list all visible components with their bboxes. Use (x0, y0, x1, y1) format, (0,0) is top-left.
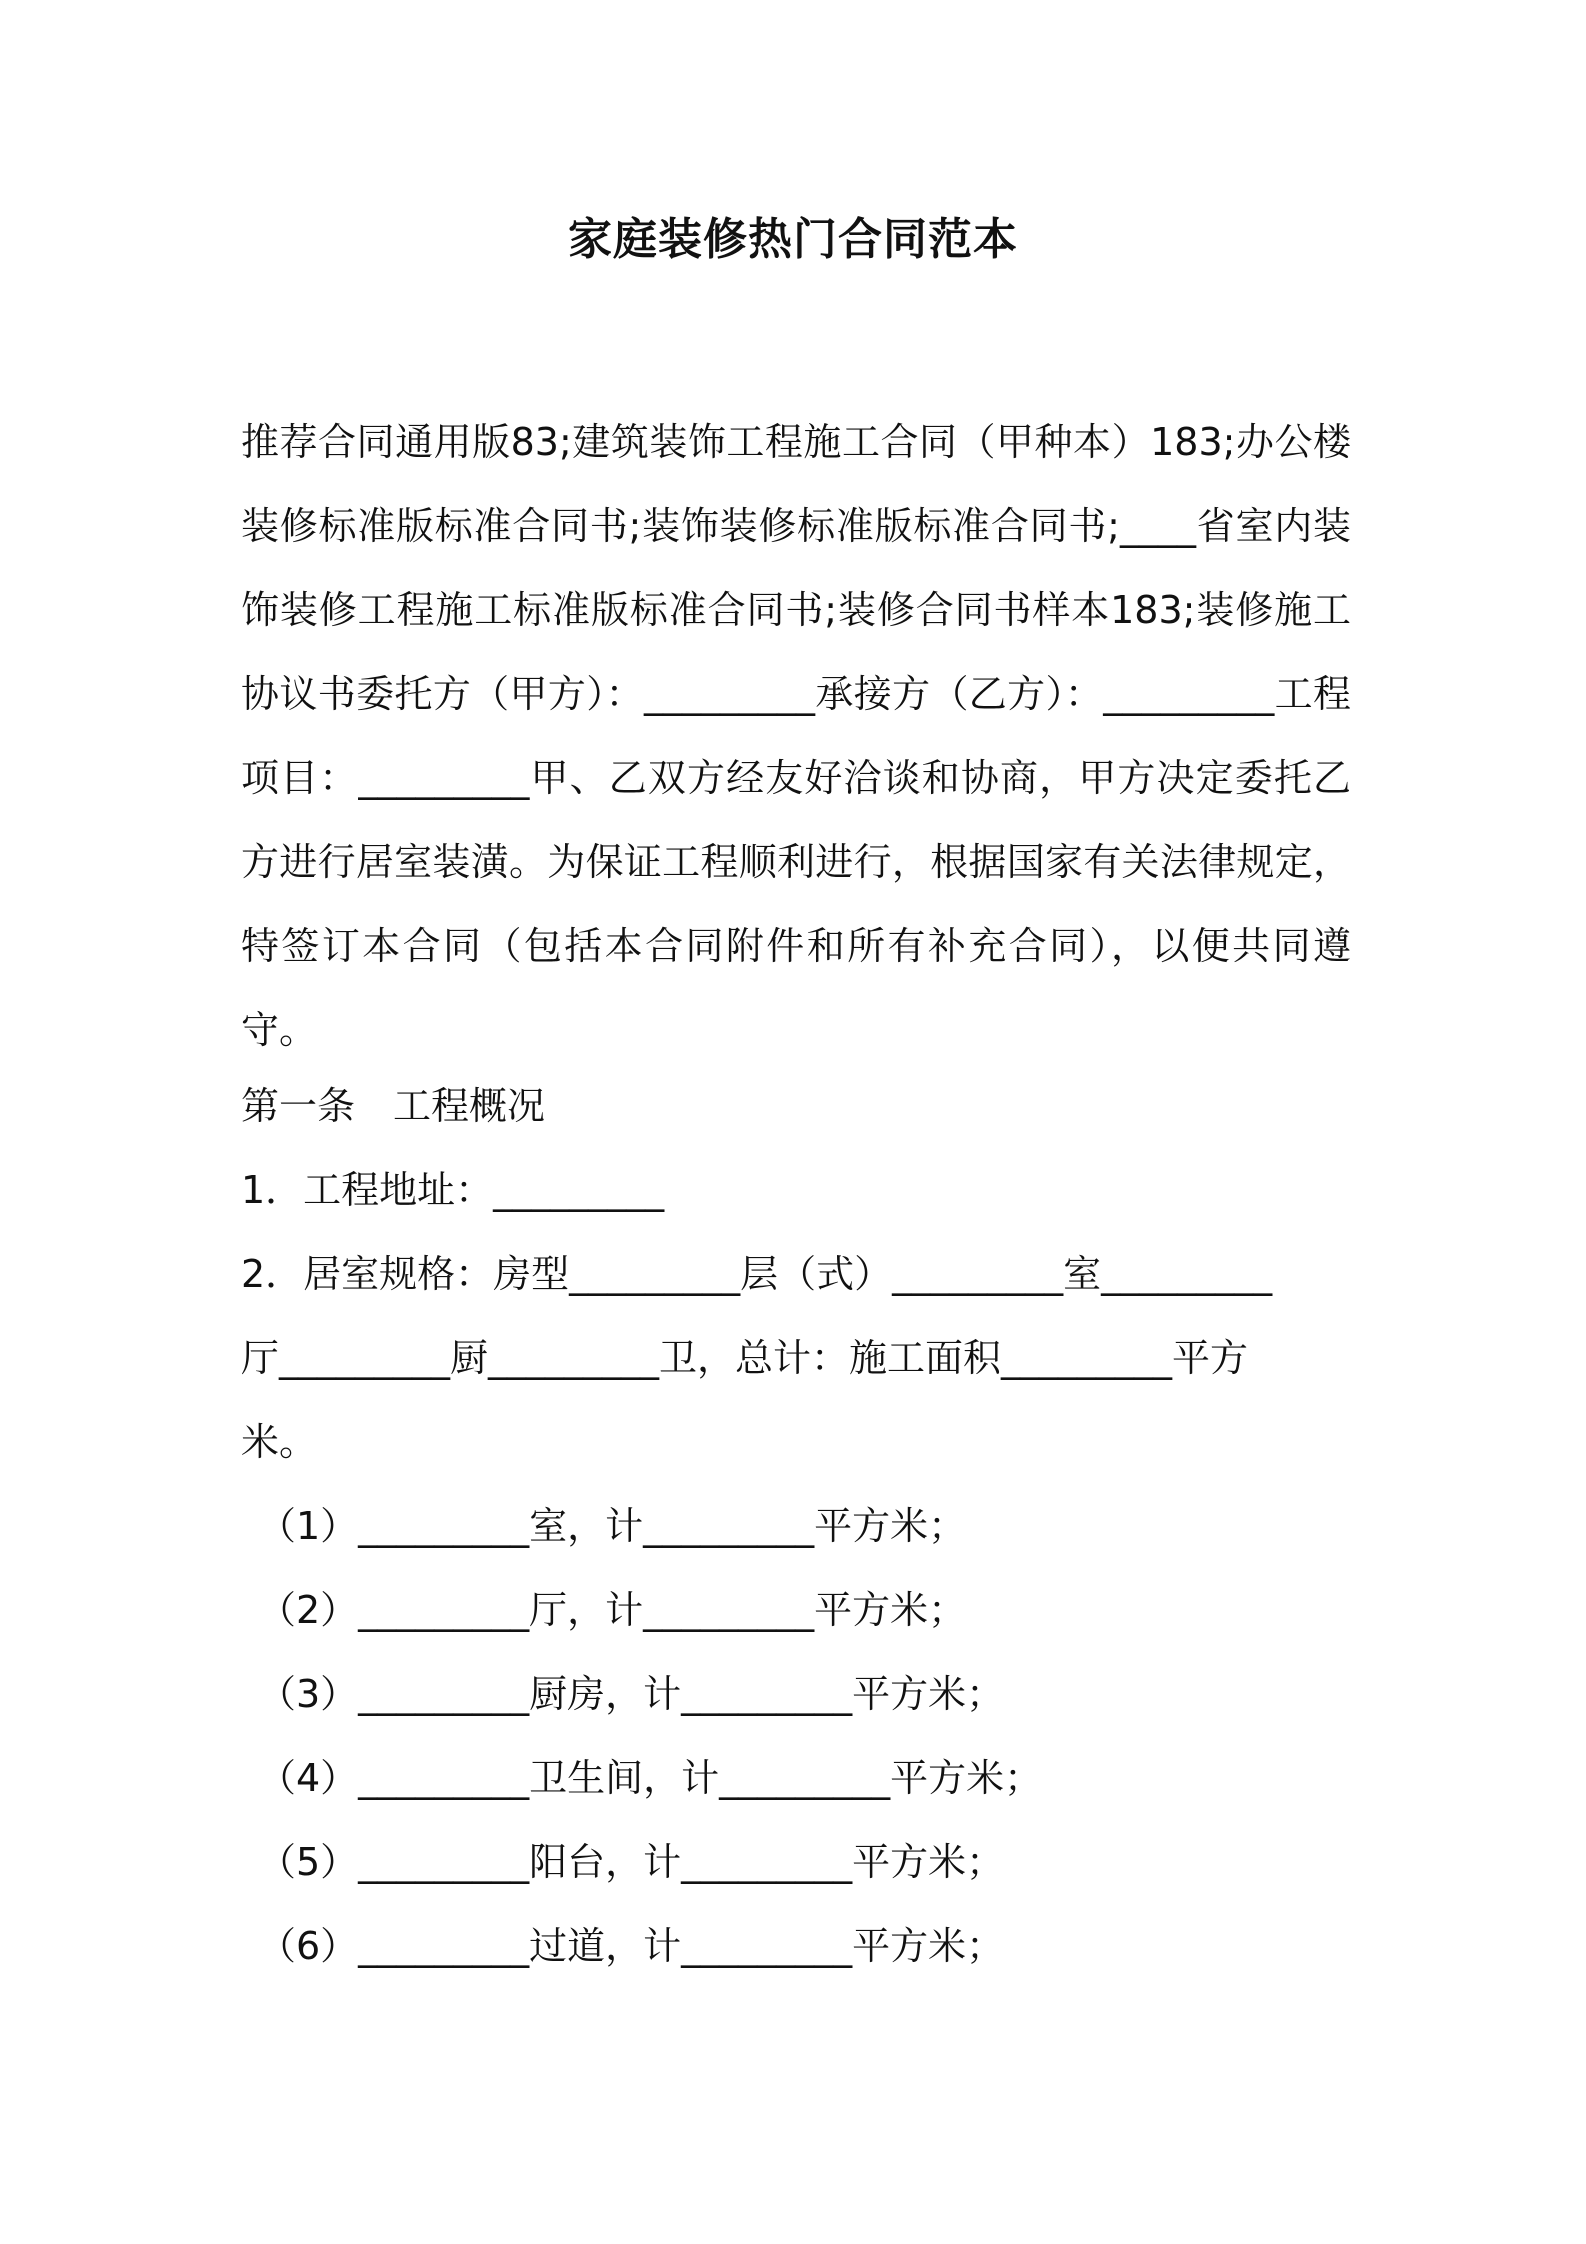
room-item-6: （6）_________过道，计_________平方米； (258, 1924, 1005, 1968)
room-item-2: （2）_________厅，计_________平方米； (258, 1588, 967, 1632)
room-item-5: （5）_________阳台，计_________平方米； (258, 1840, 1005, 1884)
room-spec-line-3: 米。 (241, 1420, 318, 1464)
project-address-line: 1．工程地址：_________ (241, 1168, 665, 1212)
document-title: 家庭装修热门合同范本 (568, 214, 1018, 265)
room-spec-line-1: 2．居室规格：房型_________层（式）_________室_________ (241, 1252, 1273, 1296)
room-spec-line-2: 厅_________厨_________卫，总计：施工面积_________平方 (241, 1336, 1249, 1380)
room-item-3: （3）_________厨房，计_________平方米； (258, 1672, 1005, 1716)
room-item-4: （4）_________卫生间，计_________平方米； (258, 1756, 1043, 1800)
intro-paragraph: 推荐合同通用版83;建筑装饰工程施工合同（甲种本）183;办公楼装修标准版标准合同书;装饰装修标准版标准合同书;____省室内装饰装修工程施工标准版标准合同书;装修合同书样本183;装修施工协议书委托方（甲方）：_________承接方（乙方）：_________工程项目：_________甲、乙双方经友好洽谈和协商，甲方决定委托乙方进行居室装潢。为保证工程顺利进行，根据国家有关法律规定，特签订本合同（包括本合同附件和所有补充合同），以便共同遵守。 (241, 420, 1351, 1052)
room-item-1: （1）_________室，计_________平方米； (258, 1504, 967, 1548)
article-heading: 第一条 工程概况 (241, 1084, 546, 1128)
